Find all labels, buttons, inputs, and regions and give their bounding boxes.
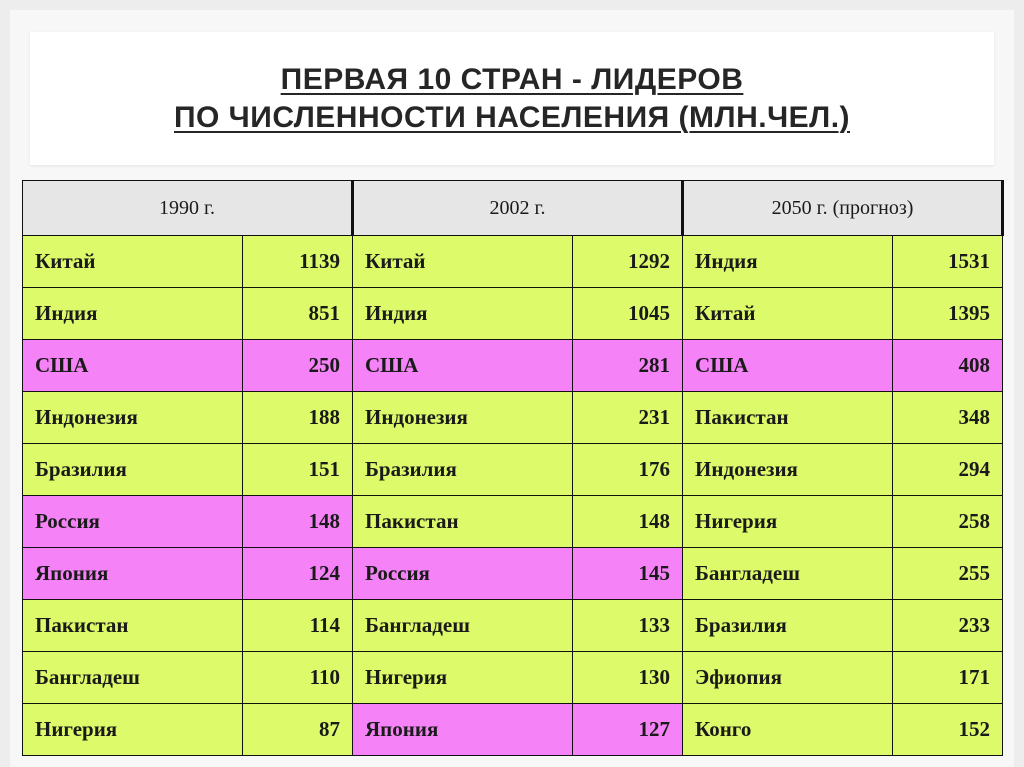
country-cell: Индия: [683, 236, 893, 288]
population-cell: 233: [893, 600, 1003, 652]
population-table: [22, 180, 1004, 756]
country-cell: Бразилия: [353, 444, 573, 496]
title-box: [30, 32, 994, 165]
table-row: [23, 600, 1003, 652]
header-2050: 2050 г. (прогноз): [683, 181, 1003, 236]
population-cell: 851: [243, 288, 353, 340]
population-cell: 1045: [573, 288, 683, 340]
population-cell: 231: [573, 392, 683, 444]
country-cell: США: [683, 340, 893, 392]
population-cell: 171: [893, 652, 1003, 704]
country-cell: Бангладеш: [353, 600, 573, 652]
population-cell: 87: [243, 704, 353, 756]
population-cell: 130: [573, 652, 683, 704]
population-cell: 114: [243, 600, 353, 652]
country-cell: Япония: [23, 548, 243, 600]
table-row: [23, 704, 1003, 756]
country-cell: Нигерия: [353, 652, 573, 704]
population-cell: 127: [573, 704, 683, 756]
table-row: [23, 392, 1003, 444]
population-cell: 110: [243, 652, 353, 704]
country-cell: Индонезия: [353, 392, 573, 444]
country-cell: Россия: [23, 496, 243, 548]
table-row: [23, 236, 1003, 288]
population-cell: 152: [893, 704, 1003, 756]
country-cell: Япония: [353, 704, 573, 756]
country-cell: Бангладеш: [683, 548, 893, 600]
population-cell: 258: [893, 496, 1003, 548]
population-cell: 281: [573, 340, 683, 392]
population-cell: 1531: [893, 236, 1003, 288]
population-cell: 255: [893, 548, 1003, 600]
country-cell: Россия: [353, 548, 573, 600]
population-cell: 148: [243, 496, 353, 548]
table-row: [23, 340, 1003, 392]
population-cell: 151: [243, 444, 353, 496]
table-row: [23, 652, 1003, 704]
table-body: [23, 236, 1003, 756]
population-cell: 294: [893, 444, 1003, 496]
population-cell: 250: [243, 340, 353, 392]
country-cell: Бразилия: [23, 444, 243, 496]
country-cell: Конго: [683, 704, 893, 756]
population-table-container: [22, 180, 1002, 756]
table-row: [23, 288, 1003, 340]
population-cell: 1139: [243, 236, 353, 288]
table-row: [23, 444, 1003, 496]
population-cell: 1395: [893, 288, 1003, 340]
country-cell: Пакистан: [23, 600, 243, 652]
country-cell: США: [353, 340, 573, 392]
population-cell: 148: [573, 496, 683, 548]
country-cell: Китай: [683, 288, 893, 340]
country-cell: Пакистан: [353, 496, 573, 548]
country-cell: Китай: [23, 236, 243, 288]
country-cell: Индонезия: [683, 444, 893, 496]
title-line-2: ПО ЧИСЛЕННОСТИ НАСЕЛЕНИЯ (МЛН.ЧЕЛ.): [173, 100, 851, 134]
country-cell: Пакистан: [683, 392, 893, 444]
population-cell: 348: [893, 392, 1003, 444]
country-cell: Индонезия: [23, 392, 243, 444]
country-cell: Эфиопия: [683, 652, 893, 704]
population-cell: 408: [893, 340, 1003, 392]
country-cell: Нигерия: [23, 704, 243, 756]
title-line-1: ПЕРВАЯ 10 СТРАН - ЛИДЕРОВ: [280, 62, 744, 96]
table-header-row: [23, 181, 1003, 236]
table-row: [23, 548, 1003, 600]
population-cell: 1292: [573, 236, 683, 288]
country-cell: Бангладеш: [23, 652, 243, 704]
country-cell: Китай: [353, 236, 573, 288]
population-cell: 176: [573, 444, 683, 496]
header-1990: 1990 г.: [23, 181, 353, 236]
population-cell: 145: [573, 548, 683, 600]
table-row: [23, 496, 1003, 548]
country-cell: Индия: [353, 288, 573, 340]
country-cell: Нигерия: [683, 496, 893, 548]
population-cell: 188: [243, 392, 353, 444]
header-2002: 2002 г.: [353, 181, 683, 236]
population-cell: 133: [573, 600, 683, 652]
population-cell: 124: [243, 548, 353, 600]
country-cell: Бразилия: [683, 600, 893, 652]
country-cell: США: [23, 340, 243, 392]
country-cell: Индия: [23, 288, 243, 340]
